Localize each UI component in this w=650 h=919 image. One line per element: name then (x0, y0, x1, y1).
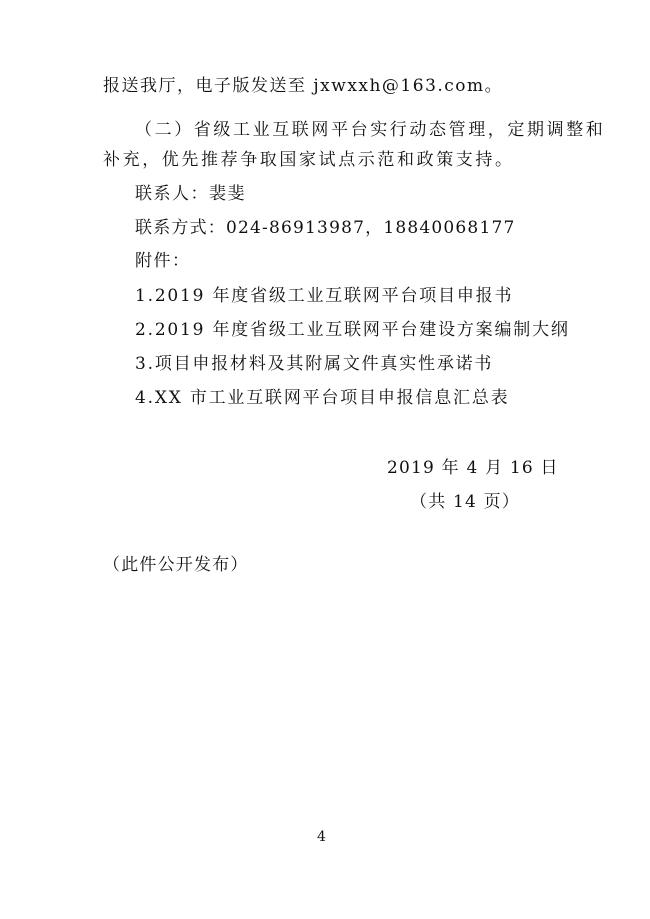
total-pages-note: （共 14 页） (410, 492, 521, 512)
body-text-line: 补充，优先推荐争取国家试点示范和政策支持。 (103, 150, 515, 170)
contact-person: 联系人：裴斐 (135, 184, 246, 204)
issue-date: 2019 年 4 月 16 日 (387, 458, 559, 478)
contact-method: 联系方式：024-86913987，18840068177 (135, 218, 516, 238)
attachment-item-3: 3.项目申报材料及其附属文件真实性承诺书 (135, 354, 494, 374)
body-text-line: （二）省级工业互联网平台实行动态管理，定期调整和 (135, 120, 606, 140)
body-text-line: 报送我厅，电子版发送至 jxwxxh@163.com。 (103, 76, 504, 96)
attachment-item-2: 2.2019 年度省级工业互联网平台建设方案编制大纲 (135, 320, 570, 340)
attachments-heading: 附件： (135, 251, 191, 271)
publication-note: （此件公开发布） (103, 555, 249, 575)
attachment-item-1: 1.2019 年度省级工业互联网平台项目申报书 (135, 286, 514, 306)
page-number: 4 (317, 829, 326, 845)
attachment-item-4: 4.XX 市工业互联网平台项目申报信息汇总表 (135, 388, 510, 408)
